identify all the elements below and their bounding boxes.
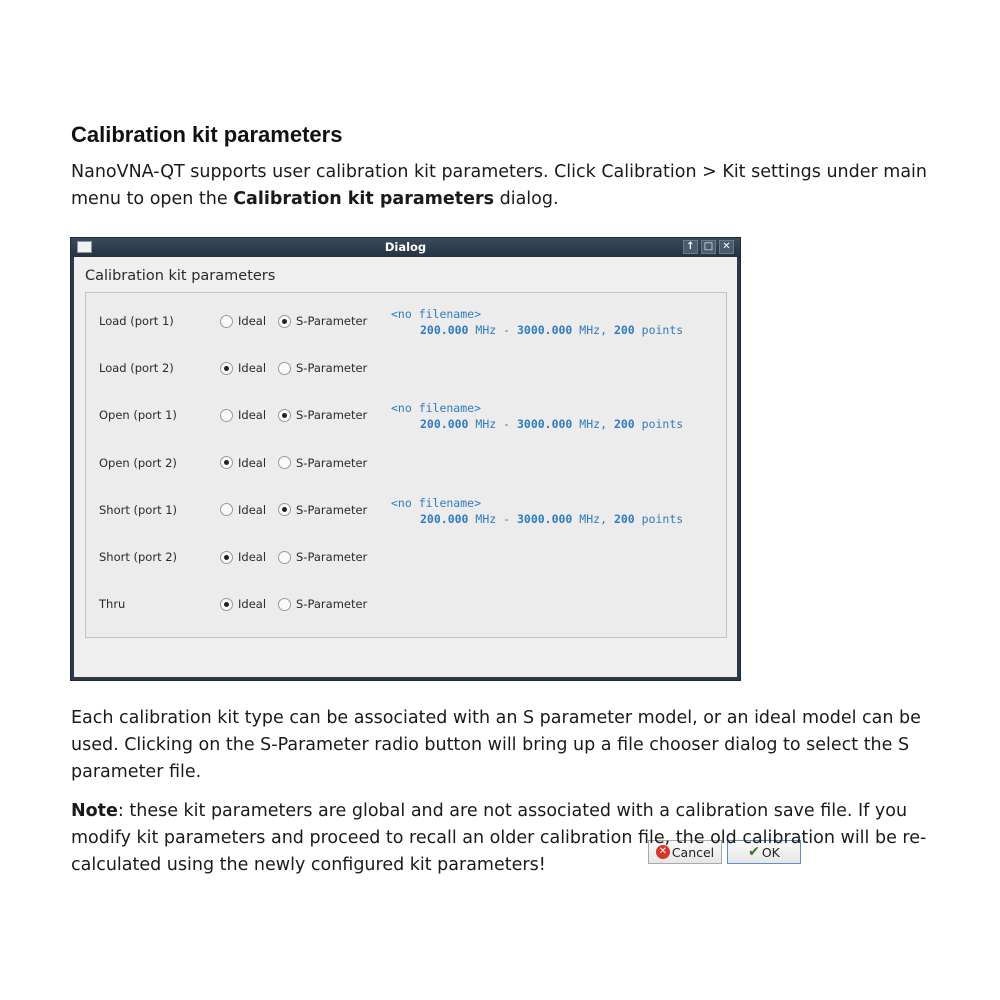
kit-row — [86, 495, 726, 526]
ideal-radio[interactable] — [220, 456, 266, 470]
sparameter-file-info[interactable] — [391, 400, 683, 432]
point-count: 200 — [613, 511, 635, 526]
radio-button-icon[interactable] — [278, 551, 291, 564]
radio-label: S-Parameter — [296, 502, 368, 517]
kit-row-label: Short (port 1) — [99, 502, 178, 517]
file-name: <no filename> — [391, 401, 482, 416]
group-title: Calibration kit parameters — [85, 268, 276, 284]
start-frequency: 200.000 — [420, 511, 469, 526]
radio-button-icon[interactable] — [278, 409, 291, 422]
window-controls — [683, 240, 734, 254]
radio-label: Ideal — [238, 314, 267, 328]
maximize-icon[interactable]: □ — [701, 240, 716, 254]
unit: MHz — [579, 323, 601, 337]
kit-row — [86, 595, 726, 615]
start-frequency: 200.000 — [420, 323, 469, 337]
points-label: points — [641, 323, 684, 337]
section-heading: Calibration kit parameters — [71, 122, 343, 147]
sparameter-file-info[interactable] — [391, 495, 683, 527]
radio-label: Ideal — [238, 597, 267, 612]
stop-frequency: 3000.000 — [516, 323, 573, 337]
sparameter-radio[interactable] — [278, 314, 367, 328]
sparameter-radio[interactable] — [278, 361, 367, 375]
note-bold-text: Note — [71, 801, 118, 821]
intro-paragraph — [71, 159, 931, 213]
unit: MHz — [475, 511, 497, 526]
sparameter-radio[interactable] — [278, 408, 367, 422]
unit: MHz — [475, 323, 497, 337]
sparameter-file-info[interactable] — [391, 306, 683, 338]
radio-button-icon[interactable] — [220, 456, 233, 469]
radio-label: S-Parameter — [296, 314, 368, 328]
radio-label: Ideal — [238, 408, 267, 423]
dialog-titlebar[interactable] — [71, 238, 740, 257]
radio-button-icon[interactable] — [220, 551, 233, 564]
radio-button-icon[interactable] — [220, 598, 233, 611]
radio-button-icon[interactable] — [278, 315, 291, 328]
radio-button-icon[interactable] — [278, 456, 291, 469]
radio-label: Ideal — [238, 361, 267, 376]
keep-above-icon[interactable]: ↑ — [683, 240, 698, 254]
intro-bold-text: Calibration kit parameters — [233, 189, 495, 209]
radio-button-icon[interactable] — [278, 598, 291, 611]
cancel-label: Cancel — [671, 844, 715, 860]
sparameter-radio[interactable] — [278, 456, 367, 470]
note-text: : these kit parameters are global and are not associated with a calibration save file. If you modify kit parameters and proceed to recall an older calibration file, the old calibration will be re-calculated using the newly configured kit parameters! — [71, 801, 927, 875]
ideal-radio[interactable] — [220, 550, 266, 564]
kit-row-label: Open (port 2) — [99, 455, 177, 470]
unit: MHz — [579, 417, 601, 432]
dialog-title: Dialog — [384, 240, 427, 254]
frequency-range: 200.000 MHz - 3000.000 MHz, 200 points — [420, 417, 684, 432]
kit-row — [86, 359, 726, 379]
radio-label: Ideal — [238, 455, 267, 470]
radio-label: S-Parameter — [296, 455, 368, 470]
file-name: <no filename> — [391, 307, 482, 321]
radio-button-icon[interactable] — [278, 503, 291, 516]
radio-button-icon[interactable] — [220, 409, 233, 422]
kit-row-label: Open (port 1) — [99, 408, 177, 423]
radio-label: Ideal — [238, 502, 267, 517]
ideal-radio[interactable] — [220, 314, 266, 328]
kit-row-label: Load (port 1) — [99, 314, 174, 328]
file-name: <no filename> — [391, 495, 482, 510]
radio-label: S-Parameter — [296, 361, 368, 376]
radio-button-icon[interactable] — [278, 362, 291, 375]
ideal-radio[interactable] — [220, 597, 266, 611]
ideal-radio[interactable] — [220, 408, 266, 422]
sparameter-radio[interactable] — [278, 503, 367, 517]
radio-label: S-Parameter — [296, 408, 368, 423]
stop-frequency: 3000.000 — [516, 511, 573, 526]
radio-button-icon[interactable] — [220, 503, 233, 516]
intro-end-text: dialog. — [494, 189, 559, 209]
kit-row-label: Short (port 2) — [99, 550, 178, 564]
kit-row — [86, 401, 726, 432]
description-paragraph: Each calibration kit type can be associated with an S parameter model, or an ideal model can be used. Clicking on the S-Parameter radio button will bring up a file chooser dialog to select the S parameter file. — [71, 708, 921, 782]
sparameter-radio[interactable] — [278, 597, 367, 611]
intro-text: NanoVNA-QT supports user calibration kit parameters. Click Calibration > Kit settings under main menu to open the — [71, 162, 927, 209]
radio-label: S-Parameter — [296, 597, 368, 612]
radio-button-icon[interactable] — [220, 315, 233, 328]
unit: MHz — [475, 417, 497, 432]
point-count: 200 — [613, 323, 635, 337]
note-paragraph — [71, 798, 931, 879]
points-label: points — [641, 511, 684, 526]
frequency-range: 200.000 MHz - 3000.000 MHz, 200 points — [420, 323, 684, 337]
check-icon: ✔ — [748, 844, 760, 860]
stop-frequency: 3000.000 — [516, 417, 573, 432]
point-count: 200 — [613, 417, 635, 432]
start-frequency: 200.000 — [420, 417, 469, 432]
frequency-range: 200.000 MHz - 3000.000 MHz, 200 points — [420, 511, 684, 526]
ok-label: OK — [761, 844, 780, 860]
unit: MHz — [579, 511, 601, 526]
ideal-radio[interactable] — [220, 361, 266, 375]
sparameter-radio[interactable] — [278, 550, 367, 564]
points-label: points — [641, 417, 684, 432]
close-icon[interactable]: ✕ — [719, 240, 734, 254]
radio-label: S-Parameter — [296, 550, 368, 564]
radio-label: Ideal — [238, 550, 267, 564]
ideal-radio[interactable] — [220, 503, 266, 517]
kit-row — [86, 548, 726, 568]
kit-row — [86, 454, 726, 474]
kit-row-label: Load (port 2) — [99, 361, 174, 376]
cancel-icon: ✕ — [656, 845, 670, 859]
kit-parameters-group — [85, 292, 727, 638]
kit-row-label: Thru — [99, 597, 126, 612]
kit-row — [86, 307, 726, 337]
radio-button-icon[interactable] — [220, 362, 233, 375]
